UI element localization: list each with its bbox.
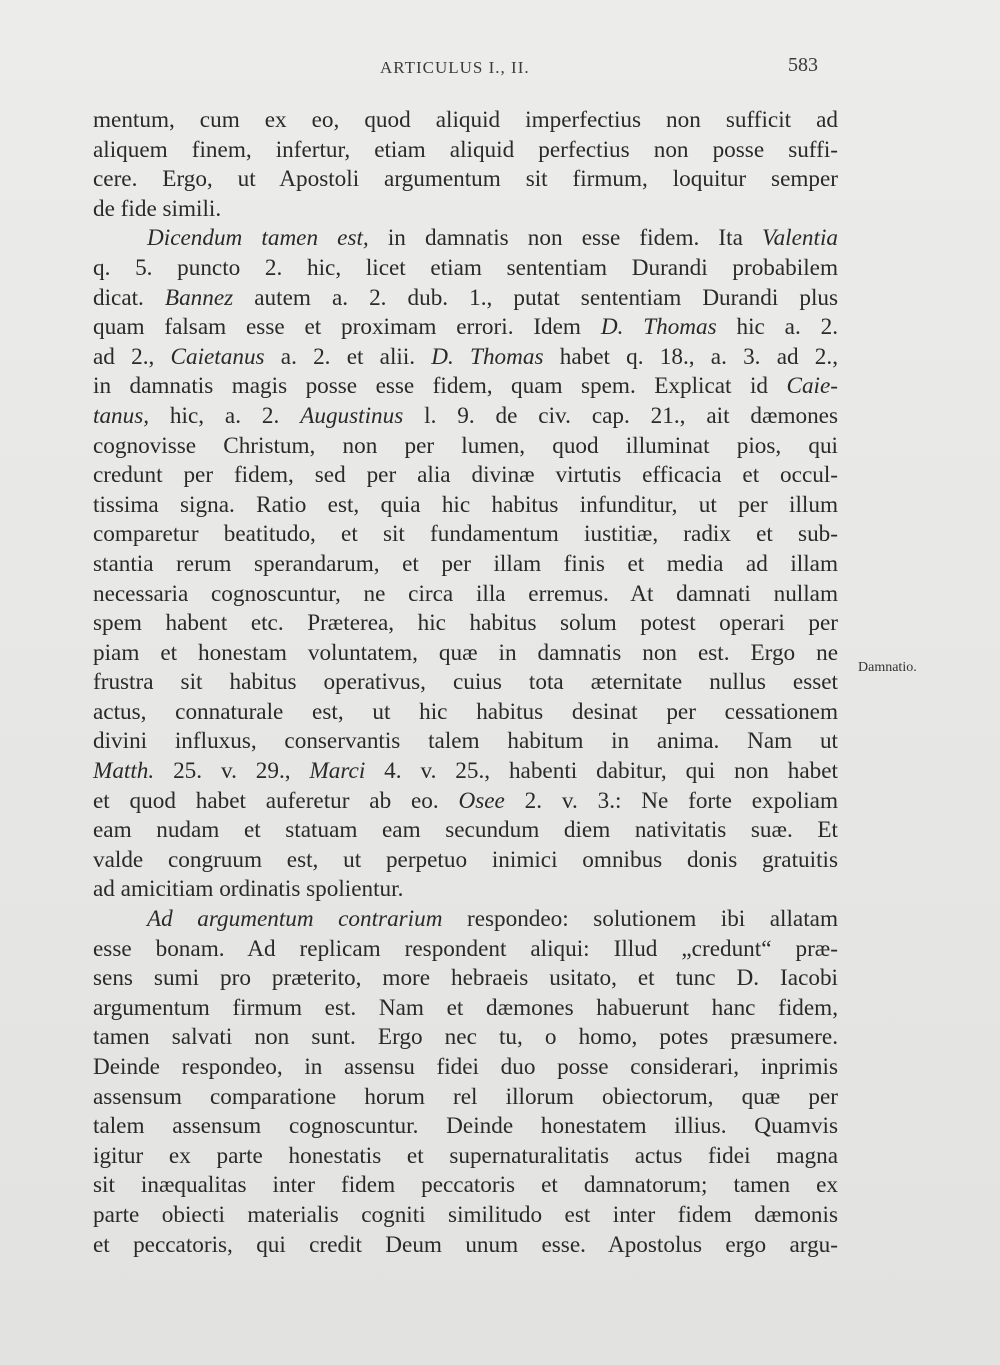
text-line: in damnatis magis posse esse fidem, quam spem. Explicat id Caie- [93,373,838,400]
text-line: de fide simili. [93,195,222,222]
text-line: actus, connaturale est, ut hic habitus desinat per cessationem [93,698,838,725]
body-text [93,106,838,1260]
running-head: ARTICULUS I., II. [380,58,530,77]
text-line: cere. Ergo, ut Apostoli argumentum sit firmum, loquitur semper [93,166,838,193]
text-line: Ad argumentum contrarium respondeo: solutionem ibi allatam [147,906,838,933]
text-line: talem assensum cognoscuntur. Deinde honestatem illius. Quamvis [93,1113,838,1140]
text-line: ad amicitiam ordinatis spolientur. [93,876,404,903]
text-line: spem habent etc. Præterea, hic habitus solum potest operari per [93,610,838,637]
text-line: Dicendum tamen est, in damnatis non esse fidem. Ita Valentia [147,225,838,252]
text-line: stantia rerum sperandarum, et per illam finis et media ad illam [93,550,838,577]
text-line: frustra sit habitus operativus, cuius tota æternitate nullus esset [93,669,838,696]
text-line: tanus, hic, a. 2. Augustinus l. 9. de civ. cap. 21., ait dæmones [93,402,838,429]
text-line: sens sumi pro præterito, more hebraeis usitato, et tunc D. Iacobi [93,965,838,992]
text-line: sit inæqualitas inter fidem peccatoris et damnatorum; tamen ex [93,1172,838,1199]
text-line: dicat. Bannez autem a. 2. dub. 1., putat sententiam Durandi plus [93,284,838,311]
text-line: aliquem finem, infertur, etiam aliquid perfectius non posse suffi- [93,136,838,163]
text-line: esse bonam. Ad replicam respondent aliqui: Illud „credunt“ præ- [93,935,838,962]
text-line: quam falsam esse et proximam errori. Idem D. Thomas hic a. 2. [93,314,839,341]
text-line: necessaria cognoscuntur, ne circa illa erremus. At damnati nullam [93,580,838,607]
marginal-note: Damnatio. [858,660,917,675]
text-line: et peccatoris, qui credit Deum unum esse. Apostolus ergo argu- [93,1231,838,1258]
text-line: Matth. 25. v. 29., Marci 4. v. 25., habenti dabitur, qui non habet [93,758,838,785]
text-line: cognovisse Christum, non per lumen, quod illuminat pios, qui [93,432,838,459]
text-line: igitur ex parte honestatis et supernaturalitatis actus fidei magna [93,1142,838,1169]
text-line: q. 5. puncto 2. hic, licet etiam sententiam Durandi probabilem [93,254,838,281]
text-line: credunt per fidem, sed per alia divinæ virtutis efficacia et occul- [93,462,838,489]
text-line: argumentum firmum est. Nam et dæmones habuerunt hanc fidem, [93,994,838,1021]
text-line: ad 2., Caietanus a. 2. et alii. D. Thomas habet q. 18., a. 3. ad 2., [93,343,838,370]
text-line: valde congruum est, ut perpetuo inimici omnibus donis gratuitis [93,846,838,873]
text-line: parte obiecti materialis cogniti similitudo est inter fidem dæmonis [93,1201,838,1228]
text-line: divini influxus, conservantis talem habitum in anima. Nam ut [93,728,838,755]
text-line: eam nudam et statuam eam secundum diem nativitatis suæ. Et [93,817,838,844]
text-line: tamen salvati non sunt. Ergo nec tu, o homo, potes præsumere. [93,1024,838,1051]
text-line: tissima signa. Ratio est, quia hic habitus infunditur, ut per illum [93,491,838,518]
text-line: piam et honestam voluntatem, quæ in damnatis non est. Ergo ne [93,639,838,666]
text-line: comparetur beatitudo, et sit fundamentum iustitiæ, radix et sub- [93,521,838,548]
text-line: mentum, cum ex eo, quod aliquid imperfectius non sufficit ad [93,107,838,133]
text-line: Deinde respondeo, in assensu fidei duo posse considerari, inprimis [93,1054,838,1080]
text-line: et quod habet auferetur ab eo. Osee 2. v. 3.: Ne forte expoliam [93,787,838,814]
text-line: assensum comparatione horum rel illorum obiectorum, quæ per [93,1083,838,1110]
page-number: 583 [788,54,818,76]
